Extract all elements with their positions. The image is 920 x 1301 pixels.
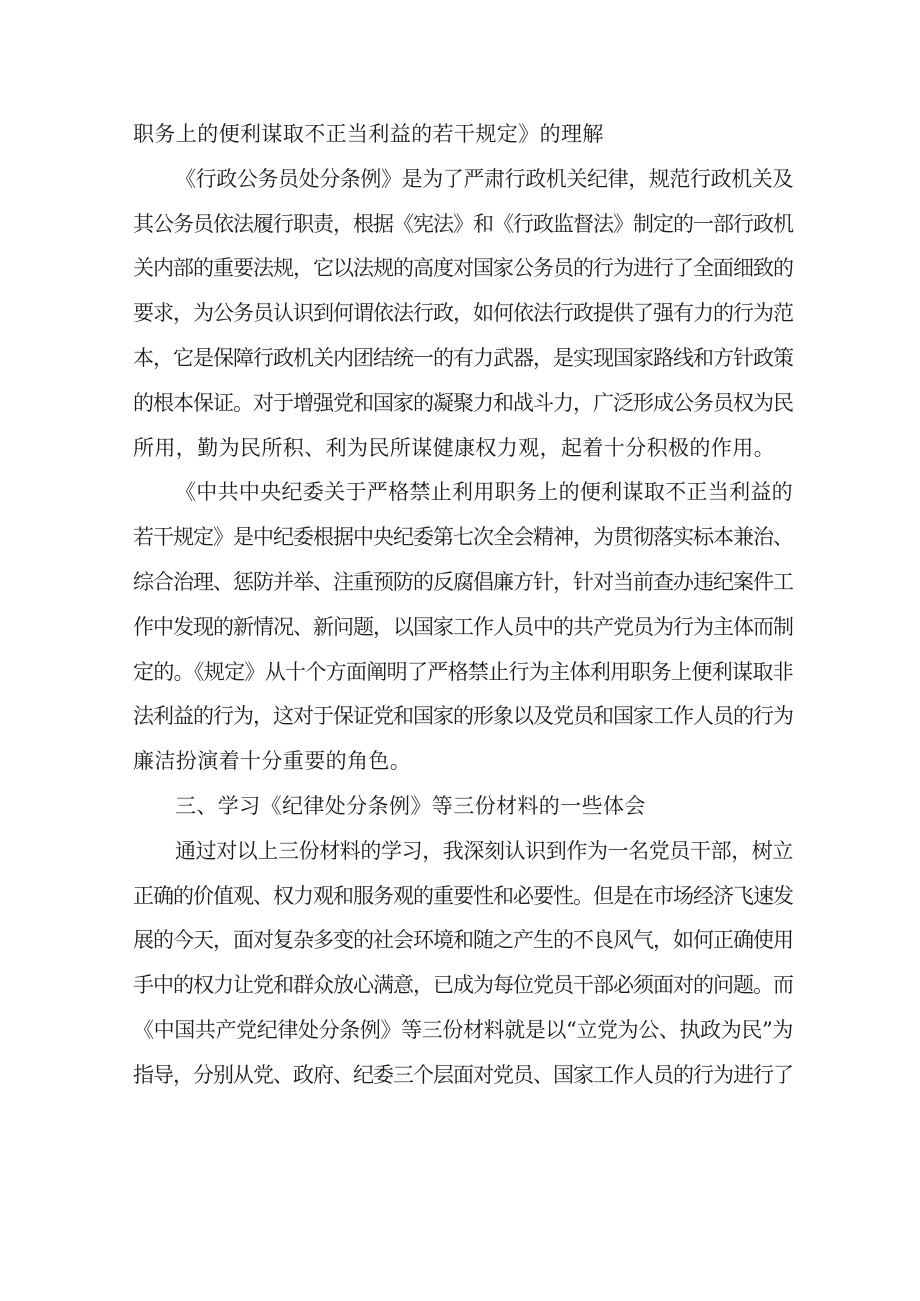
text-line: 《行政公务员处分条例》是为了严肃行政机关纪律，规范行政机关及: [175, 166, 793, 191]
text-line: 综合治理、惩防并举、注重预防的反腐倡廉方针，针对当前查办违纪案件工: [133, 569, 793, 594]
body-text: [133, 112, 793, 1098]
text-line: 的根本保证。对于增强党和国家的凝聚力和战斗力，广泛形成公务员权为民: [133, 390, 793, 415]
text-line: 手中的权力让党和群众放心满意，已成为每位党员干部必须面对的问题。而: [133, 973, 793, 998]
text-line: 正确的价值观、权力观和服务观的重要性和必要性。但是在市场经济飞速发: [133, 883, 793, 908]
text-line: 法利益的行为，这对于保证党和国家的形象以及党员和国家工作人员的行为: [133, 704, 793, 729]
text-line: 本，它是保障行政机关内团结统一的有力武器，是实现国家路线和方针政策: [133, 345, 793, 370]
text-line: 展的今天，面对复杂多变的社会环境和随之产生的不良风气，如何正确使用: [133, 928, 793, 953]
text-line: 所用，勤为民所积、利为民所谋健康权力观，起着十分积极的作用。: [133, 435, 775, 460]
text-line: 《中国共产党纪律处分条例》等三份材料就是以“立党为公、执政为民”为: [133, 1017, 793, 1042]
text-line: 关内部的重要法规，它以法规的高度对国家公务员的行为进行了全面细致的: [133, 256, 793, 281]
text-line: 职务上的便利谋取不正当利益的若干规定》的理解: [133, 122, 604, 146]
text-line: 若干规定》是中纪委根据中央纪委第七次全会精神，为贯彻落实标本兼治、: [133, 525, 793, 550]
text-line: 作中发现的新情况、新问题，以国家工作人员中的共产党员为行为主体而制: [133, 614, 793, 639]
text-line: 《中共中央纪委关于严格禁止利用职务上的便利谋取不正当利益的: [175, 480, 793, 505]
text-line: 要求，为公务员认识到何谓依法行政，如何依法行政提供了强有力的行为范: [133, 301, 793, 326]
text-line: 其公务员依法履行职责，根据《宪法》和《行政监督法》制定的一部行政机: [133, 211, 793, 236]
text-line: 廉洁扮演着十分重要的角色。: [133, 749, 412, 774]
text-line: 指导，分别从党、政府、纪委三个层面对党员、国家工作人员的行为进行了: [133, 1062, 793, 1087]
section-heading: 三、学习《纪律处分条例》等三份材料的一些体会: [175, 793, 646, 818]
text-line: 通过对以上三份材料的学习，我深刻认识到作为一名党员干部，树立: [175, 838, 793, 863]
text-line: 定的。《规定》从十个方面阐明了严格禁止行为主体利用职务上便利谋取非: [133, 659, 793, 684]
